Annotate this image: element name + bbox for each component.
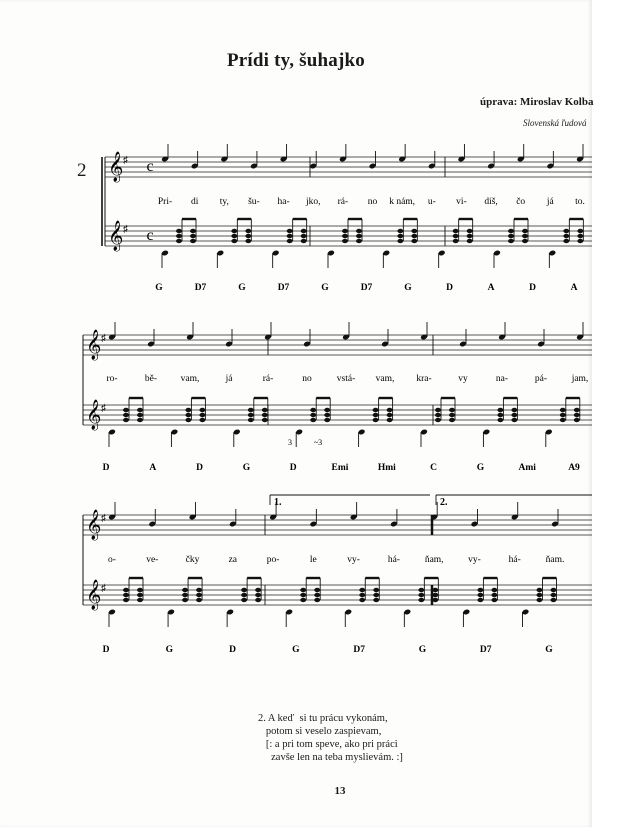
chord-symbol: D bbox=[229, 645, 237, 655]
chord-note-head bbox=[185, 408, 191, 412]
chord-note-head bbox=[467, 229, 473, 233]
chord-symbol: D7 bbox=[360, 283, 373, 293]
chord-note-head bbox=[123, 418, 129, 422]
lyric-syllable: jam, bbox=[571, 374, 589, 384]
chord-note-head bbox=[560, 408, 566, 412]
chord-note-head bbox=[373, 408, 379, 412]
chord-note-head bbox=[123, 593, 129, 597]
lyric-syllable: pá- bbox=[534, 374, 548, 384]
chord-note-head bbox=[522, 239, 528, 243]
volta-number: 1. bbox=[274, 497, 282, 508]
lyric-syllable: ha- bbox=[277, 197, 290, 207]
lyric-syllable: rá- bbox=[262, 374, 274, 384]
lyric-syllable: Pri- bbox=[157, 197, 173, 207]
chord-note-head bbox=[185, 418, 191, 422]
chord-note-head bbox=[577, 229, 583, 233]
fingering: 3 bbox=[288, 438, 292, 447]
lyric-syllable: k nám, bbox=[389, 197, 416, 207]
treble-clef-icon: 𝄞 bbox=[108, 152, 124, 181]
chord-note-head bbox=[577, 234, 583, 238]
chord-symbol: C bbox=[430, 463, 438, 473]
chord-note-head bbox=[301, 234, 307, 238]
chord-symbol: G bbox=[404, 283, 412, 293]
chord-note-head bbox=[199, 418, 205, 422]
chord-note-head bbox=[255, 593, 261, 597]
time-signature: c bbox=[146, 227, 154, 244]
lyric-syllable: to. bbox=[575, 197, 585, 207]
lyric-syllable: vy- bbox=[347, 555, 360, 565]
chord-symbol: D bbox=[196, 463, 204, 473]
lyric-syllable: ve- bbox=[146, 555, 159, 565]
chord-note-head bbox=[231, 234, 237, 238]
chord-symbol: D bbox=[102, 645, 110, 655]
chord-note-head bbox=[508, 239, 514, 243]
chord-note-head bbox=[196, 598, 202, 602]
chord-note-head bbox=[435, 413, 441, 417]
chord-note-head bbox=[287, 229, 293, 233]
chord-note-head bbox=[511, 408, 517, 412]
lyric-syllable: bě- bbox=[144, 374, 158, 384]
chord-note-head bbox=[563, 229, 569, 233]
verse-line: 2. A keď si tu prácu vykonám, bbox=[258, 713, 388, 724]
chord-note-head bbox=[467, 239, 473, 243]
chord-note-head bbox=[262, 418, 268, 422]
chord-note-head bbox=[287, 239, 293, 243]
chord-note-head bbox=[511, 413, 517, 417]
chord-note-head bbox=[342, 234, 348, 238]
lyric-syllable: le bbox=[309, 555, 317, 565]
lyric-syllable: za bbox=[228, 555, 238, 565]
chord-symbol: A bbox=[570, 283, 578, 293]
chord-note-head bbox=[550, 588, 556, 592]
lyric-syllable: čo bbox=[516, 197, 526, 207]
treble-clef-icon: 𝄞 bbox=[86, 330, 102, 359]
chord-note-head bbox=[241, 598, 247, 602]
chord-symbol: Emi bbox=[331, 463, 349, 473]
chord-note-head bbox=[190, 234, 196, 238]
arranger-credit: úprava: Miroslav Kolba bbox=[480, 96, 594, 108]
chord-note-head bbox=[577, 239, 583, 243]
chord-note-head bbox=[449, 408, 455, 412]
chord-note-head bbox=[245, 229, 251, 233]
chord-note-head bbox=[550, 593, 556, 597]
lyric-syllable: ty, bbox=[219, 197, 229, 207]
verse-line: [: a pri tom speve, ako pri práci bbox=[258, 739, 398, 750]
chord-note-head bbox=[123, 413, 129, 417]
key-signature-sharp: ♯ bbox=[101, 583, 106, 594]
lyric-syllable: šu- bbox=[248, 197, 260, 207]
lyric-syllable: vy bbox=[458, 374, 468, 384]
chord-note-head bbox=[508, 234, 514, 238]
verse-line: zavše len na teba myslievám. :] bbox=[258, 752, 403, 763]
chord-note-head bbox=[373, 593, 379, 597]
lyric-syllable: vam, bbox=[180, 374, 200, 384]
lyric-syllable: u- bbox=[427, 197, 436, 207]
key-signature-sharp: ♯ bbox=[101, 333, 106, 344]
chord-note-head bbox=[356, 239, 362, 243]
verse-text bbox=[258, 712, 403, 764]
chord-note-head bbox=[536, 598, 542, 602]
chord-note-head bbox=[190, 239, 196, 243]
verse-line: potom si veselo zaspievam, bbox=[258, 726, 382, 737]
chord-note-head bbox=[563, 234, 569, 238]
chord-note-head bbox=[314, 593, 320, 597]
lyric-syllable: o- bbox=[108, 555, 116, 565]
chord-note-head bbox=[176, 234, 182, 238]
chord-note-head bbox=[560, 413, 566, 417]
chord-note-head bbox=[196, 593, 202, 597]
chord-note-head bbox=[287, 234, 293, 238]
chord-note-head bbox=[262, 413, 268, 417]
chord-note-head bbox=[314, 588, 320, 592]
lyric-syllable: há- bbox=[387, 555, 400, 565]
chord-note-head bbox=[137, 408, 143, 412]
chord-note-head bbox=[449, 418, 455, 422]
lyric-syllable: rá- bbox=[337, 197, 349, 207]
chord-symbol: Ami bbox=[518, 463, 536, 473]
chord-symbol: G bbox=[545, 645, 553, 655]
chord-note-head bbox=[245, 234, 251, 238]
chord-note-head bbox=[301, 239, 307, 243]
chord-note-head bbox=[255, 588, 261, 592]
chord-note-head bbox=[435, 418, 441, 422]
chord-note-head bbox=[324, 408, 330, 412]
chord-note-head bbox=[453, 229, 459, 233]
lyric-syllable: vi- bbox=[456, 197, 467, 207]
chord-note-head bbox=[373, 598, 379, 602]
chord-note-head bbox=[418, 598, 424, 602]
chord-note-head bbox=[324, 413, 330, 417]
chord-note-head bbox=[300, 588, 306, 592]
chord-symbol: G bbox=[165, 645, 173, 655]
chord-note-head bbox=[373, 588, 379, 592]
chord-note-head bbox=[453, 234, 459, 238]
lyric-syllable: ňam, bbox=[424, 555, 444, 565]
chord-note-head bbox=[356, 234, 362, 238]
chord-note-head bbox=[231, 229, 237, 233]
lyric-syllable: há- bbox=[508, 555, 521, 565]
lyric-syllable: po- bbox=[266, 555, 280, 565]
lyric-syllable: já bbox=[546, 197, 554, 207]
chord-note-head bbox=[182, 598, 188, 602]
chord-note-head bbox=[342, 239, 348, 243]
chord-symbol: G bbox=[321, 283, 329, 293]
chord-note-head bbox=[397, 229, 403, 233]
chord-note-head bbox=[435, 408, 441, 412]
lyric-syllable: vam, bbox=[375, 374, 395, 384]
chord-note-head bbox=[511, 418, 517, 422]
lyric-syllable: vy- bbox=[468, 555, 481, 565]
chord-note-head bbox=[356, 229, 362, 233]
key-signature-sharp: ♯ bbox=[123, 224, 128, 235]
chord-note-head bbox=[123, 588, 129, 592]
chord-note-head bbox=[522, 229, 528, 233]
chord-note-head bbox=[301, 229, 307, 233]
chord-note-head bbox=[137, 598, 143, 602]
lyric-syllable: no bbox=[302, 374, 312, 384]
lyric-syllable: jko, bbox=[305, 197, 321, 207]
chord-symbol: G bbox=[292, 645, 300, 655]
chord-note-head bbox=[241, 593, 247, 597]
chord-note-head bbox=[432, 598, 438, 602]
chord-note-head bbox=[241, 588, 247, 592]
chord-note-head bbox=[477, 588, 483, 592]
chord-note-head bbox=[255, 598, 261, 602]
chord-symbol: A9 bbox=[568, 463, 580, 473]
chord-note-head bbox=[359, 598, 365, 602]
lyric-syllable: na- bbox=[495, 374, 509, 384]
chord-note-head bbox=[411, 234, 417, 238]
treble-clef-icon: 𝄞 bbox=[86, 510, 102, 539]
chord-note-head bbox=[418, 588, 424, 592]
chord-note-head bbox=[387, 413, 393, 417]
chord-note-head bbox=[373, 413, 379, 417]
chord-note-head bbox=[397, 234, 403, 238]
chord-note-head bbox=[453, 239, 459, 243]
lyric-syllable: já bbox=[225, 374, 233, 384]
chord-note-head bbox=[182, 593, 188, 597]
chord-note-head bbox=[196, 588, 202, 592]
chord-note-head bbox=[176, 229, 182, 233]
chord-note-head bbox=[310, 418, 316, 422]
chord-note-head bbox=[245, 239, 251, 243]
chord-note-head bbox=[508, 229, 514, 233]
chord-note-head bbox=[231, 239, 237, 243]
chord-symbol: Hmi bbox=[377, 463, 396, 473]
treble-clef-icon: 𝄞 bbox=[86, 400, 102, 429]
system-number: 2 bbox=[77, 160, 87, 181]
chord-note-head bbox=[300, 598, 306, 602]
chord-note-head bbox=[467, 234, 473, 238]
time-signature: c bbox=[146, 158, 154, 175]
chord-note-head bbox=[248, 413, 254, 417]
chord-symbol: D bbox=[529, 283, 536, 293]
chord-note-head bbox=[491, 588, 497, 592]
chord-symbol: D bbox=[102, 463, 110, 473]
chord-symbol: G bbox=[155, 283, 163, 293]
chord-note-head bbox=[497, 418, 503, 422]
chord-note-head bbox=[248, 418, 254, 422]
chord-note-head bbox=[522, 234, 528, 238]
key-signature-sharp: ♯ bbox=[101, 403, 106, 414]
lyric-syllable: ro- bbox=[106, 374, 118, 384]
chord-symbol: A bbox=[487, 283, 495, 293]
treble-clef-icon: 𝄞 bbox=[108, 221, 124, 250]
chord-symbol: A bbox=[149, 463, 157, 473]
chord-note-head bbox=[123, 408, 129, 412]
chord-note-head bbox=[411, 229, 417, 233]
chord-note-head bbox=[137, 593, 143, 597]
key-signature-sharp: ♯ bbox=[101, 513, 106, 524]
volta-number: 2. bbox=[440, 497, 448, 508]
chord-note-head bbox=[176, 239, 182, 243]
chord-symbol: D bbox=[446, 283, 453, 293]
chord-note-head bbox=[418, 593, 424, 597]
chord-symbol: G bbox=[476, 463, 485, 473]
chord-note-head bbox=[477, 598, 483, 602]
chord-note-head bbox=[190, 229, 196, 233]
chord-note-head bbox=[387, 408, 393, 412]
chord-symbol: G bbox=[238, 283, 246, 293]
chord-symbol: D7 bbox=[479, 645, 492, 655]
chord-note-head bbox=[359, 593, 365, 597]
chord-note-head bbox=[449, 413, 455, 417]
chord-symbol: G bbox=[418, 645, 427, 655]
chord-symbol: D7 bbox=[277, 283, 290, 293]
chord-note-head bbox=[123, 598, 129, 602]
chord-note-head bbox=[373, 418, 379, 422]
chord-note-head bbox=[310, 408, 316, 412]
chord-note-head bbox=[574, 408, 580, 412]
chord-note-head bbox=[324, 418, 330, 422]
chord-note-head bbox=[185, 413, 191, 417]
chord-note-head bbox=[310, 413, 316, 417]
chord-note-head bbox=[137, 588, 143, 592]
key-signature-sharp: ♯ bbox=[123, 155, 128, 166]
chord-note-head bbox=[497, 408, 503, 412]
chord-note-head bbox=[137, 413, 143, 417]
chord-note-head bbox=[432, 588, 438, 592]
chord-note-head bbox=[550, 598, 556, 602]
lyric-syllable: vstá- bbox=[336, 374, 356, 384]
lyric-syllable: čky bbox=[185, 555, 200, 565]
chord-symbol: D7 bbox=[353, 645, 365, 655]
lyric-syllable: díš, bbox=[484, 197, 498, 207]
chord-note-head bbox=[300, 593, 306, 597]
song-origin: Slovenská ľudová bbox=[523, 118, 587, 128]
chord-note-head bbox=[387, 418, 393, 422]
chord-note-head bbox=[477, 593, 483, 597]
fingering: ~3 bbox=[313, 438, 323, 447]
chord-note-head bbox=[199, 408, 205, 412]
chord-symbol: D bbox=[289, 463, 297, 473]
chord-note-head bbox=[262, 408, 268, 412]
chord-note-head bbox=[432, 593, 438, 597]
chord-note-head bbox=[359, 588, 365, 592]
chord-note-head bbox=[397, 239, 403, 243]
chord-note-head bbox=[536, 588, 542, 592]
chord-note-head bbox=[182, 588, 188, 592]
chord-note-head bbox=[497, 413, 503, 417]
chord-symbol: D7 bbox=[194, 283, 207, 293]
chord-note-head bbox=[314, 598, 320, 602]
song-title: Prídi ty, šuhajko bbox=[226, 50, 365, 71]
lyric-syllable: no bbox=[367, 197, 378, 207]
chord-note-head bbox=[574, 418, 580, 422]
treble-clef-icon: 𝄞 bbox=[86, 580, 102, 609]
chord-note-head bbox=[491, 593, 497, 597]
chord-note-head bbox=[342, 229, 348, 233]
chord-note-head bbox=[491, 598, 497, 602]
chord-note-head bbox=[248, 408, 254, 412]
chord-note-head bbox=[199, 413, 205, 417]
lyric-syllable: ňam. bbox=[545, 555, 565, 565]
chord-note-head bbox=[563, 239, 569, 243]
chord-note-head bbox=[560, 418, 566, 422]
chord-symbol: G bbox=[242, 463, 251, 473]
lyric-syllable: di bbox=[190, 197, 199, 207]
chord-note-head bbox=[137, 418, 143, 422]
chord-note-head bbox=[574, 413, 580, 417]
lyric-syllable: kra- bbox=[416, 374, 432, 384]
page-number: 13 bbox=[334, 785, 346, 797]
chord-note-head bbox=[536, 593, 542, 597]
chord-note-head bbox=[411, 239, 417, 243]
page-edge bbox=[592, 0, 628, 827]
